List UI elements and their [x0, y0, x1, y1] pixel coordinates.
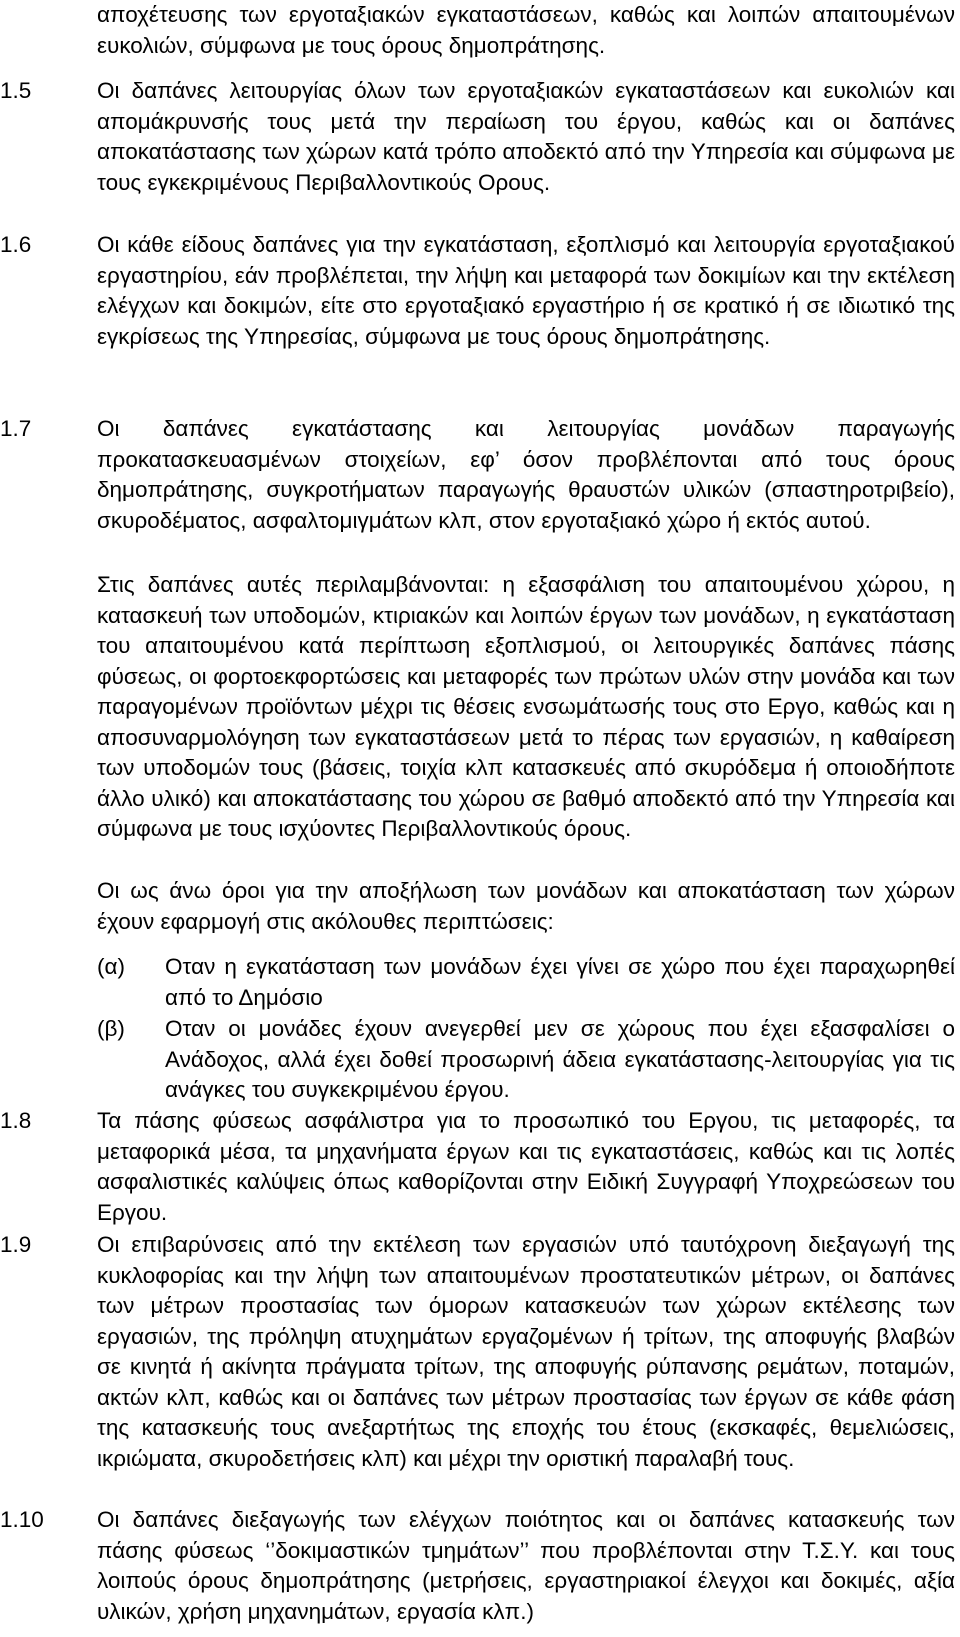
item-1-7-paragraph-3: Οι ως άνω όροι για την αποξήλωση των μονάδων και αποκατάσταση των χώρων έχουν εφαρμογή στις ακόλουθες περιπτώσεις: — [97, 878, 955, 934]
item-number-1-8: 1.8 — [0, 1108, 32, 1133]
item-number-1-9: 1.9 — [0, 1232, 32, 1257]
item-number-1-10: 1.10 — [0, 1507, 44, 1532]
case-text-a: Οταν η εγκατάσταση των μονάδων έχει γίνει σε χώρο που έχει παραχωρηθεί από το Δημόσιο — [165, 954, 955, 1010]
item-text-1-10: Οι δαπάνες διεξαγωγής των ελέγχων ποιότητος και οι δαπάνες κατασκευής των πάσης φύσεως ‘’δοκιμαστικών τμημάτων’’ που προβλέπονται στην Τ.Σ.Υ. και τους λοιπούς όρους δημοπράτησης (μετρήσεις, εργαστηριακοί έλεγχοι και δοκιμές, αξία υλικών, χρήση μηχανημάτων, εργασία κλπ.) — [97, 1507, 955, 1624]
case-label-a: (α) — [97, 954, 125, 979]
item-number-1-7: 1.7 — [0, 416, 32, 441]
item-number-1-6: 1.6 — [0, 232, 32, 257]
item-text-1-6: Οι κάθε είδους δαπάνες για την εγκατάσταση, εξοπλισμό και λειτουργία εργοταξιακού εργαστηρίου, εάν προβλέπεται, την λήψη και μεταφορά των δοκιμίων και την εκτέλεση ελέγχων και δοκιμών, είτε στο εργοταξιακό εργαστήριο ή σε κρατικό ή σε ιδιωτικό της εγκρίσεως της Υπηρεσίας, σύμφωνα με τους όρους δημοπράτησης. — [97, 232, 955, 349]
item-text-1-7: Οι δαπάνες εγκατάστασης και λειτουργίας μονάδων παραγωγής προκατασκευασμένων στοιχείων, εφ’ όσον προβλέπονται από τους όρους δημοπράτησης, συγκροτήματων παραγωγής θραυστών υλικών (σπαστηροτριβείο), σκυροδέματος, ασφαλτομιγμάτων κλπ, στον εργοταξιακό χώρο ή εκτός αυτού. — [97, 416, 955, 533]
item-text-1-8: Τα πάσης φύσεως ασφάλιστρα για το προσωπικό του Εργου, τις μεταφορές, τα μεταφορικά μέσα, τα μηχανήματα έργων και τις εγκαταστάσεις, καθώς και τις λοπές ασφαλιστικές καλύψεις όπως καθορίζονται στην Ειδική Συγγραφή Υποχρεώσεων του Εργου. — [97, 1108, 955, 1225]
item-1-7-paragraph-2: Στις δαπάνες αυτές περιλαμβάνονται: η εξασφάλιση του απαιτουμένου χώρου, η κατασκευή των υποδομών, κτιριακών και λοιπών έργων των μονάδων, η εγκατάσταση του απαιτουμένου κατά περίπτωση εξοπλισμού, οι λειτουργικές δαπάνες πάσης φύσεως, οι φορτοεκφορτώσεις και μεταφορές των πρώτων υλών στην μονάδα και των παραγομένων προϊόντων μέχρι τις θέσεις ενσωμάτωσής τους στο Εργο, καθώς και η αποσυναρμολόγηση των εγκαταστάσεων μετά το πέρας των εργασιών, η καθαίρεση των υποδομών τους (βάσεις, τοιχία κλπ κατασκευές από σκυρόδεμα ή οποιοδήποτε άλλο υλικό) και αποκατάστασης του χώρου σε βαθμό αποδεκτό από την Υπηρεσία και σύμφωνα με τους ισχύοντες Περιβαλλοντικούς όρους. — [97, 572, 955, 841]
item-text-1-9: Οι επιβαρύνσεις από την εκτέλεση των εργασιών υπό ταυτόχρονη διεξαγωγή της κυκλοφορίας και την λήψη των απαιτουμένων προστατευτικών μέτρων, οι δαπάνες των μέτρων προστασίας των όμορων κατασκευών των χώρων εκτέλεσης των εργασιών, της πρόληψη ατυχημάτων εργαζομένων ή τρίτων, της αποφυγής βλαβών σε κινητά ή ακίνητα πράγματα τρίτων, της αποφυγής ρύπανσης ρεμάτων, ποταμών, ακτών κλπ, καθώς και οι δαπάνες των μέτρων προστασίας των έργων σε κάθε φάση της κατασκευής τους ανεξαρτήτως της εποχής του έτους (εκσκαφές, θεμελιώσεις, ικριώματα, σκυροδετήσεις κλπ) και μέχρι την οριστική παραλαβή τους. — [97, 1232, 955, 1471]
case-text-b: Οταν οι μονάδες έχουν ανεγερθεί μεν σε χώρους που έχει εξασφαλίσει ο Ανάδοχος, αλλά έχει δοθεί προσωρινή άδεια εγκατάστασης-λειτουργίας για τις ανάγκες του συγκεκριμένου έργου. — [165, 1016, 955, 1102]
intro-paragraph: αποχέτευσης των εργοταξιακών εγκαταστάσεων, καθώς και λοιπών απαιτουμένων ευκολιών, σύμφωνα με τους όρους δημοπράτησης. — [97, 2, 955, 58]
case-label-b: (β) — [97, 1016, 125, 1041]
item-number-1-5: 1.5 — [0, 78, 32, 103]
item-text-1-5: Οι δαπάνες λειτουργίας όλων των εργοταξιακών εγκαταστάσεων και ευκολιών και απομάκρυνσής τους μετά την περαίωση του έργου, καθώς και οι δαπάνες αποκατάστασης των χώρων κατά τρόπο αποδεκτό από την Υπηρεσία και σύμφωνα με τους εγκεκριμένους Περιβαλλοντικούς Ορους. — [97, 78, 955, 195]
